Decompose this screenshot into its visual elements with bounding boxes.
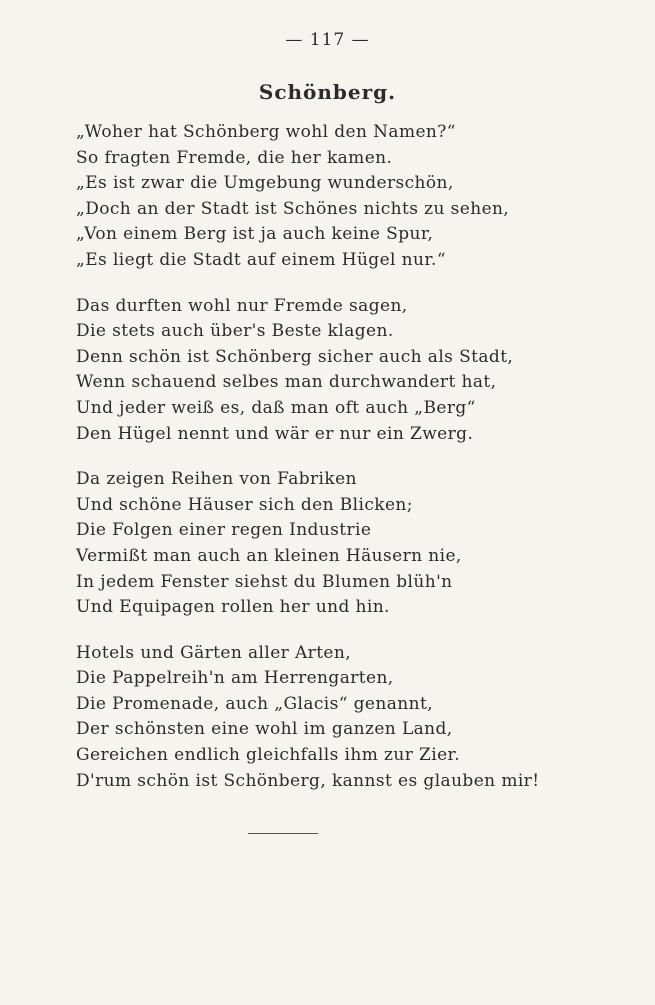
stanza — [76, 641, 596, 795]
poem-line: Das durften wohl nur Fremde sagen, — [76, 295, 408, 316]
poem-line: Die Promenade, auch „Glacis“ genannt, — [76, 693, 433, 714]
poem-line: Und jeder weiß es, daß man oft auch „Berg“ — [76, 397, 476, 418]
poem-line: Und schöne Häuser sich den Blicken; — [76, 494, 413, 515]
page-number: — 117 — — [285, 30, 370, 50]
poem-line: Der schönsten eine wohl im ganzen Land, — [76, 719, 453, 740]
poem-line: D'rum schön ist Schönberg, kannst es glauben mir! — [76, 770, 540, 791]
poem-line: Da zeigen Reihen von Fabriken — [76, 469, 357, 490]
stanza — [76, 294, 596, 448]
poem-line: Den Hügel nennt und wär er nur ein Zwerg. — [76, 423, 474, 444]
poem-line: Die stets auch über's Beste klagen. — [76, 321, 394, 342]
stanza — [76, 467, 596, 621]
end-rule-divider — [248, 833, 318, 834]
poem-line: So fragten Fremde, die her kamen. — [76, 147, 393, 168]
poem-line: Wenn schauend selbes man durchwandert hat, — [76, 372, 497, 393]
poem-body — [76, 120, 596, 814]
stanza — [76, 120, 596, 274]
poem-line: Gereichen endlich gleichfalls ihm zur Zier. — [76, 745, 461, 766]
poem-line: „Woher hat Schönberg wohl den Namen?“ — [76, 122, 456, 142]
poem-line: „Doch an der Stadt ist Schönes nichts zu sehen, — [76, 198, 510, 219]
poem-line: „Es liegt die Stadt auf einem Hügel nur.“ — [76, 249, 446, 270]
poem-line: Die Folgen einer regen Industrie — [76, 520, 372, 541]
poem-line: Und Equipagen rollen her und hin. — [76, 597, 390, 618]
poem-line: In jedem Fenster siehst du Blumen blüh'n — [76, 571, 453, 592]
poem-title: Schönberg. — [258, 80, 397, 104]
poem-line: Denn schön ist Schönberg sicher auch als Stadt, — [76, 346, 514, 367]
poem-line: Vermißt man auch an kleinen Häusern nie, — [76, 545, 462, 566]
poem-line: Die Pappelreih'n am Herrengarten, — [76, 668, 394, 689]
poem-line: Hotels und Gärten aller Arten, — [76, 642, 352, 663]
poem-line: „Es ist zwar die Umgebung wunderschön, — [76, 173, 454, 194]
poem-line: „Von einem Berg ist ja auch keine Spur, — [76, 224, 434, 245]
